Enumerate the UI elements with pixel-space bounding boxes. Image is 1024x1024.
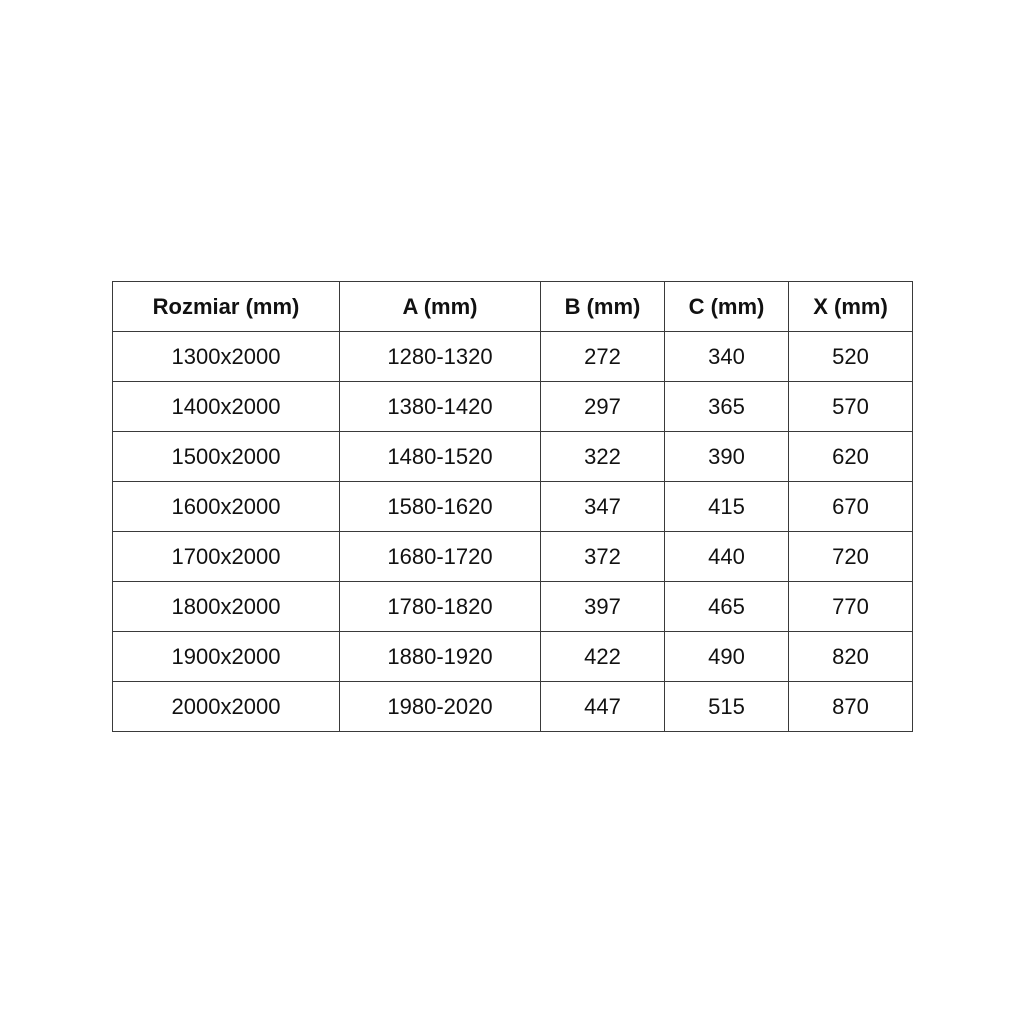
cell-x: 620 (789, 432, 913, 482)
cell-x: 820 (789, 632, 913, 682)
cell-x: 570 (789, 382, 913, 432)
cell-a: 1980-2020 (340, 682, 541, 732)
cell-x: 670 (789, 482, 913, 532)
cell-x: 770 (789, 582, 913, 632)
table-row (113, 332, 913, 382)
cell-c: 490 (665, 632, 789, 682)
cell-x: 720 (789, 532, 913, 582)
cell-c: 390 (665, 432, 789, 482)
cell-size: 1300x2000 (113, 332, 340, 382)
cell-a: 1780-1820 (340, 582, 541, 632)
header-row (113, 282, 913, 332)
cell-x: 520 (789, 332, 913, 382)
table-row (113, 532, 913, 582)
cell-a: 1280-1320 (340, 332, 541, 382)
cell-size: 1500x2000 (113, 432, 340, 482)
dimensions-table (112, 281, 913, 732)
cell-size: 1700x2000 (113, 532, 340, 582)
cell-c: 340 (665, 332, 789, 382)
cell-b: 422 (541, 632, 665, 682)
cell-x: 870 (789, 682, 913, 732)
table-header (113, 282, 913, 332)
table-body (113, 332, 913, 732)
cell-c: 465 (665, 582, 789, 632)
cell-b: 447 (541, 682, 665, 732)
cell-a: 1580-1620 (340, 482, 541, 532)
cell-a: 1480-1520 (340, 432, 541, 482)
header-size: Rozmiar (mm) (113, 282, 340, 332)
cell-size: 1800x2000 (113, 582, 340, 632)
table-row (113, 382, 913, 432)
cell-c: 515 (665, 682, 789, 732)
table-row (113, 482, 913, 532)
header-b: B (mm) (541, 282, 665, 332)
cell-a: 1680-1720 (340, 532, 541, 582)
cell-b: 347 (541, 482, 665, 532)
header-x: X (mm) (789, 282, 913, 332)
cell-b: 372 (541, 532, 665, 582)
cell-a: 1380-1420 (340, 382, 541, 432)
cell-size: 1400x2000 (113, 382, 340, 432)
cell-size: 1600x2000 (113, 482, 340, 532)
cell-b: 397 (541, 582, 665, 632)
header-c: C (mm) (665, 282, 789, 332)
table-row (113, 682, 913, 732)
table-row (113, 432, 913, 482)
cell-c: 440 (665, 532, 789, 582)
cell-a: 1880-1920 (340, 632, 541, 682)
cell-b: 322 (541, 432, 665, 482)
cell-size: 1900x2000 (113, 632, 340, 682)
table-row (113, 582, 913, 632)
table-row (113, 632, 913, 682)
cell-b: 272 (541, 332, 665, 382)
header-a: A (mm) (340, 282, 541, 332)
cell-c: 365 (665, 382, 789, 432)
cell-size: 2000x2000 (113, 682, 340, 732)
cell-b: 297 (541, 382, 665, 432)
cell-c: 415 (665, 482, 789, 532)
